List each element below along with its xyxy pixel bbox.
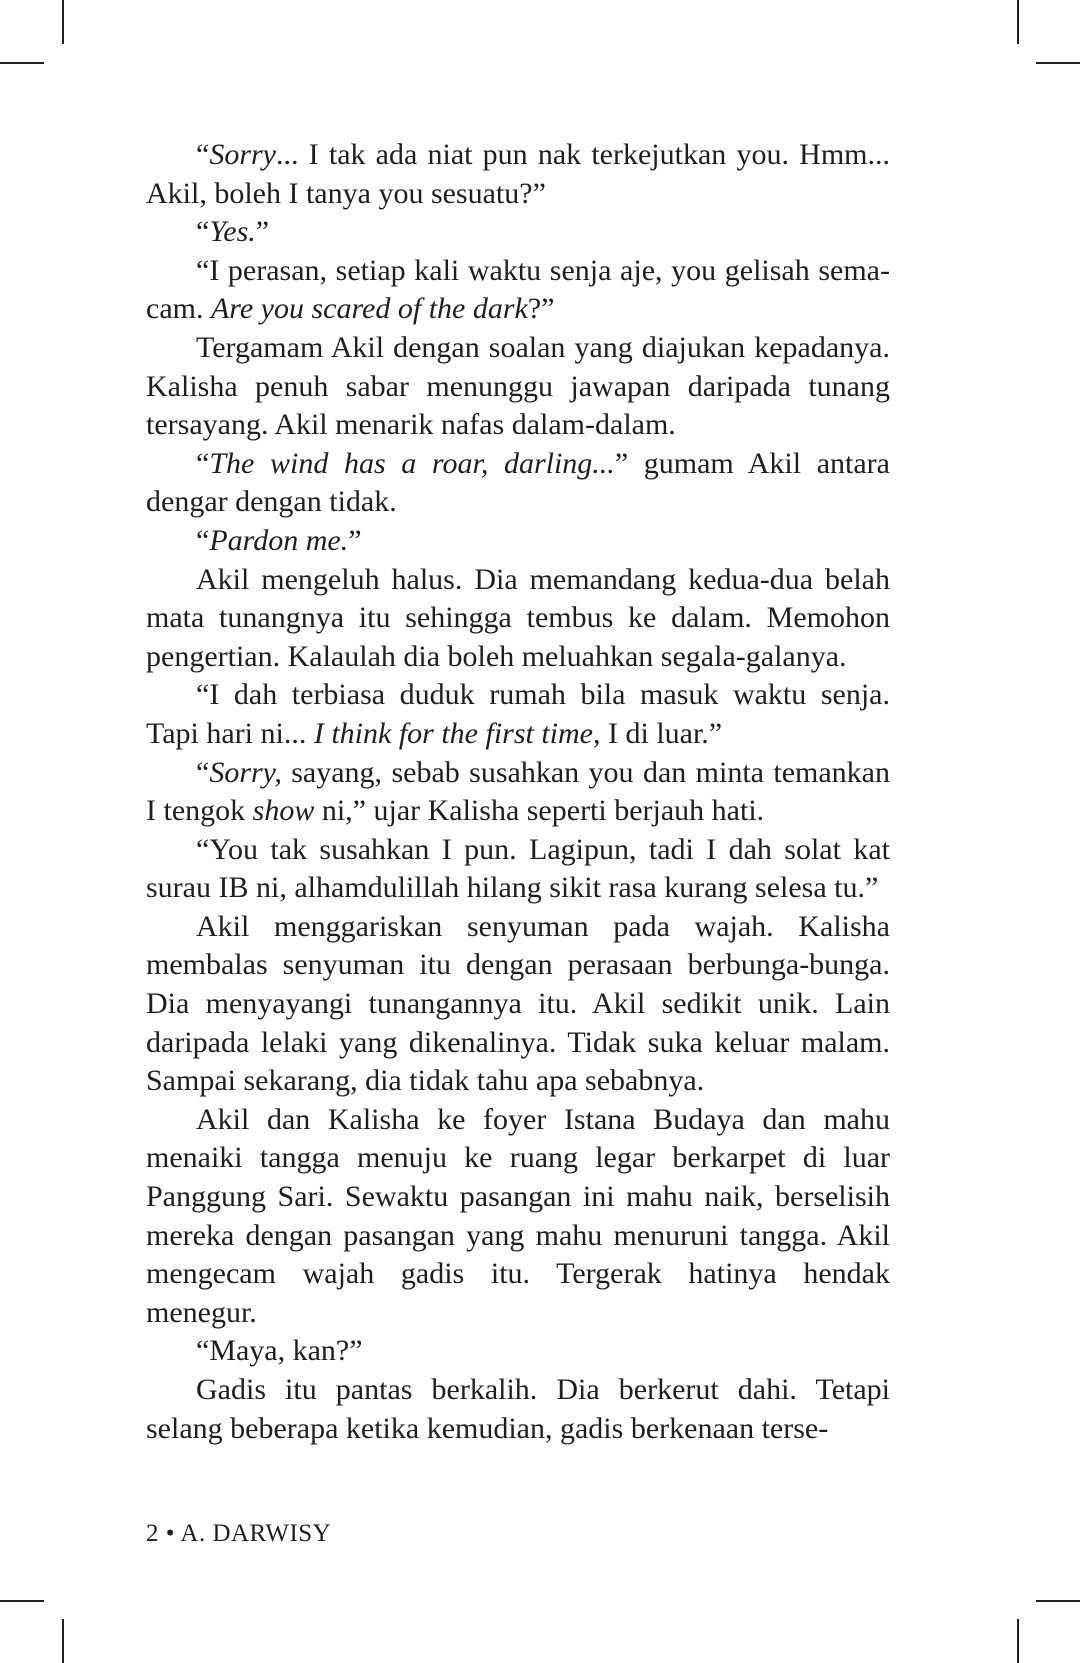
text-run: ” — [255, 215, 270, 249]
author-name: A. DARWISY — [180, 1520, 332, 1547]
text-run: Gadis itu pantas berkalih. Dia berkerut dahi. Tetapi selang beberapa ketika kemudian, gadis berkenaan terse- — [146, 1373, 890, 1445]
crop-mark-top-left — [62, 0, 64, 44]
crop-mark-bottom-left — [0, 1600, 44, 1602]
text-run: ” — [348, 523, 362, 557]
text-run: “ — [196, 755, 210, 789]
paragraph — [146, 445, 890, 522]
text-run: “ — [196, 138, 210, 171]
text-run: Tergamam Akil dengan soalan yang diajukan kepadanya. Kalisha penuh sabar menunggu jawapan daripada tunang tersayang. Akil menarik nafas dalam-dalam. — [146, 330, 890, 442]
text-run: “You tak susahkan I pun. Lagipun, tadi I dah solat kat surau IB ni, alhamdulillah hilang sikit rasa kurang selesa tu.” — [146, 832, 890, 905]
crop-mark-top-left — [0, 62, 44, 64]
paragraph — [146, 831, 890, 908]
paragraph — [146, 1371, 890, 1448]
page-number: 2 — [146, 1520, 159, 1547]
page-footer — [146, 1520, 331, 1548]
text-run: “Maya, kan?” — [196, 1334, 363, 1368]
italic-text: Sorry — [209, 138, 276, 171]
text-run: “I perasan, setiap kali waktu senja aje, you gelisah semacam. — [146, 253, 890, 326]
paragraph — [146, 213, 890, 252]
text-run: Akil mengeluh halus. Dia memandang kedua-dua belah mata tunangnya itu sehingga tembus ke dalam. Memohon pengertian. Kalaulah dia boleh meluahkan segala-galanya. — [146, 562, 890, 673]
italic-text: Pardon me. — [209, 523, 349, 557]
text-run: sayang, sebab susahkan you dan minta temankan I tengok — [146, 755, 890, 828]
paragraph — [146, 676, 890, 753]
text-run: ni,” ujar Kalisha seperti berjauh hati. — [314, 794, 765, 828]
crop-mark-top-right — [1017, 0, 1019, 44]
paragraph — [146, 1101, 890, 1333]
text-run: ?” — [527, 292, 555, 326]
text-run: “ — [196, 523, 210, 557]
crop-mark-top-right — [1036, 62, 1080, 64]
crop-mark-bottom-right — [1017, 1619, 1019, 1663]
paragraph — [146, 908, 890, 1101]
italic-text: Are you scared of the dark — [210, 292, 528, 326]
footer-separator: • — [165, 1520, 176, 1547]
paragraph — [146, 252, 890, 329]
text-run: “ — [196, 215, 210, 249]
paragraph — [146, 561, 890, 677]
italic-text: I think for the first time — [313, 716, 593, 750]
paragraph — [146, 522, 890, 561]
text-run: , I di luar.” — [593, 716, 723, 750]
paragraph — [146, 1332, 890, 1371]
text-run: “ — [196, 446, 210, 480]
text-run: ” gumam Akil antara dengar dengan tidak. — [146, 446, 890, 519]
text-run: Akil dan Kalisha ke foyer Istana Budaya dan mahu menaiki tangga menuju ke ruang legar berkarpet di luar Panggung Sari. Sewaktu pasangan ini mahu naik, berselisih mereka dengan pasangan yang mahu menuruni tangga. Akil mengecam wajah gadis itu. Tergerak hatinya hendak menegur. — [146, 1102, 890, 1329]
italic-text: The wind has a roar, darling... — [209, 446, 615, 480]
italic-text: Sorry, — [209, 755, 282, 789]
italic-text: Yes. — [209, 215, 256, 249]
crop-mark-bottom-right — [1036, 1600, 1080, 1602]
crop-mark-bottom-left — [62, 1619, 64, 1663]
paragraph — [146, 329, 890, 445]
italic-text: show — [252, 794, 315, 828]
text-run: “I dah terbiasa duduk rumah bila masuk waktu senja. Tapi hari ni... — [146, 678, 890, 750]
paragraph — [146, 136, 890, 213]
text-run: Akil menggariskan senyuman pada wajah. Kalisha membalas senyuman itu dengan perasaan berbunga-bunga. Dia menyayangi tunangannya itu. Akil sedikit unik. Lain daripada lelaki yang dikenalinya. Tidak suka keluar malam. Sampai sekarang, dia tidak tahu apa sebabnya. — [146, 909, 890, 1098]
paragraph — [146, 754, 890, 831]
text-run: ... I tak ada niat pun nak terkejutkan you. Hmm... Akil, boleh I tanya you sesuatu?” — [146, 138, 890, 210]
body-text — [146, 136, 890, 1448]
